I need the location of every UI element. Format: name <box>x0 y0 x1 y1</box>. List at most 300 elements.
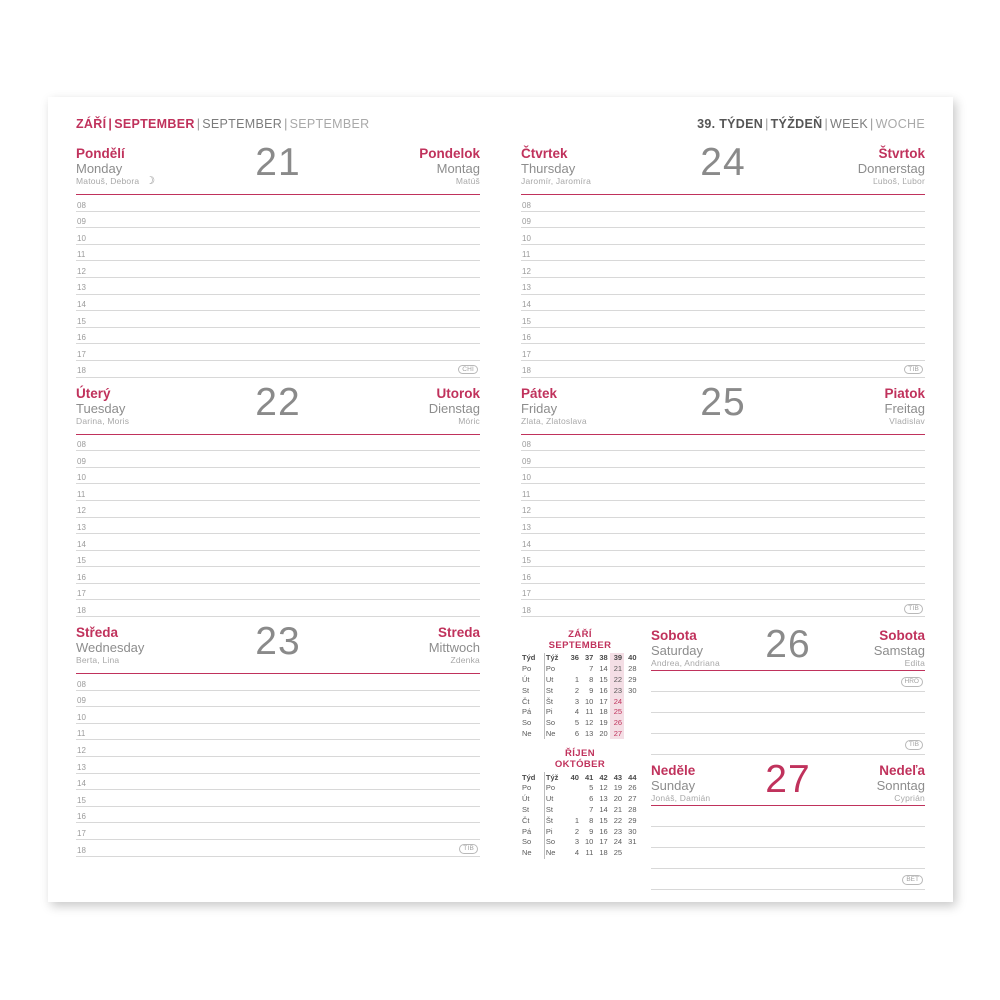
mini-day[interactable]: 1 <box>574 815 579 825</box>
note-line[interactable] <box>651 713 925 734</box>
note-line[interactable] <box>651 848 925 869</box>
hour-row[interactable] <box>76 584 480 601</box>
day-name-sk: Nedeľa <box>879 763 925 779</box>
mini-week-label-sk: Týž <box>544 653 566 664</box>
hour-row[interactable] <box>76 245 480 262</box>
hour-row[interactable] <box>76 484 480 501</box>
hour-label: 11 <box>77 729 86 739</box>
mini-daylabel-cz: Po <box>522 783 532 793</box>
note-line[interactable] <box>651 827 925 848</box>
mini-day[interactable]: 13 <box>599 794 608 804</box>
hour-label: 15 <box>77 795 86 805</box>
hour-row[interactable] <box>521 451 925 468</box>
hour-row[interactable] <box>76 361 480 378</box>
day-name-de: Montag <box>436 161 480 176</box>
mini-day[interactable]: 28 <box>628 664 637 674</box>
day-number: 23 <box>255 620 301 664</box>
hour-label: 12 <box>77 506 86 516</box>
mini-weeknum: 41 <box>585 772 594 782</box>
mini-weeknum-current: 39 <box>610 653 624 664</box>
note-line[interactable] <box>651 869 925 890</box>
mini-day-current[interactable]: 24 <box>610 696 624 707</box>
mini-day[interactable]: 16 <box>599 826 608 836</box>
day-header <box>521 141 925 193</box>
mini-daylabel-sk: Ut <box>544 675 566 686</box>
day-name-de: Freitag <box>884 400 925 416</box>
mini-day[interactable]: 23 <box>613 826 623 836</box>
hour-label: 17 <box>77 349 86 359</box>
mini-daylabel-sk: So <box>544 837 566 848</box>
hour-label: 17 <box>77 828 86 838</box>
hour-label: 11 <box>522 489 531 499</box>
hour-label: 09 <box>77 696 86 706</box>
mini-calendar-september <box>521 629 639 739</box>
hour-row[interactable] <box>521 328 925 345</box>
hour-label: 14 <box>77 539 86 549</box>
hour-label: 12 <box>77 266 86 276</box>
calendar-system-tag: TIB <box>905 740 923 750</box>
hour-row[interactable] <box>76 344 480 361</box>
calendar-system-tag: CHI <box>458 365 478 375</box>
hour-row[interactable] <box>76 551 480 568</box>
hour-row[interactable] <box>76 311 480 328</box>
hour-row[interactable] <box>76 278 480 295</box>
day-namedays-sk: Cyprián <box>894 793 925 804</box>
mini-day[interactable]: 31 <box>628 837 637 847</box>
mini-day-current[interactable]: 26 <box>610 718 624 729</box>
hour-label: 12 <box>77 745 86 755</box>
header-month-sk: SEPTEMBER <box>114 117 195 131</box>
mini-week-label-cz: Týd <box>522 653 536 663</box>
note-lines <box>651 671 925 755</box>
hour-row[interactable] <box>521 361 925 378</box>
day-name-de: Donnerstag <box>857 161 925 176</box>
hour-row[interactable] <box>76 328 480 345</box>
hour-label: 14 <box>77 779 86 789</box>
day-namedays-sk: Matúš <box>455 176 480 186</box>
hour-label: 08 <box>77 200 86 210</box>
hour-row[interactable] <box>521 261 925 278</box>
mini-day[interactable]: 4 <box>574 848 579 858</box>
hour-row[interactable] <box>76 468 480 485</box>
mini-day[interactable] <box>624 707 638 718</box>
day-block-tuesday <box>76 380 480 618</box>
mini-day[interactable]: 7 <box>589 664 594 674</box>
mini-daylabel-sk: Pi <box>544 707 566 718</box>
mini-daylabel-sk: Po <box>544 664 566 675</box>
hour-row[interactable] <box>76 518 480 535</box>
mini-day[interactable] <box>567 805 581 816</box>
day-block-thursday <box>521 141 925 378</box>
mini-daylabel-cz: Ne <box>522 848 532 858</box>
hour-label: 18 <box>77 845 86 855</box>
header-month-de: SEPTEMBER <box>289 117 370 131</box>
mini-day[interactable]: 15 <box>599 675 608 685</box>
day-name-en: Sunday <box>651 778 696 794</box>
hour-label: 11 <box>77 489 86 499</box>
calendar-system-tag: BET <box>902 875 923 885</box>
mini-row <box>521 675 639 686</box>
mini-day[interactable] <box>624 848 638 859</box>
day-name-sk: Piatok <box>884 385 925 401</box>
mini-daylabel-sk: So <box>544 718 566 729</box>
hour-label: 10 <box>77 473 86 483</box>
mini-daylabel-cz: St <box>522 805 530 815</box>
hour-label: 14 <box>77 300 86 310</box>
hour-row[interactable] <box>521 584 925 601</box>
mini-day-current-week[interactable]: 23 <box>610 685 624 696</box>
day-name-sk: Štvrtok <box>878 146 925 161</box>
mini-day[interactable]: 5 <box>574 718 579 728</box>
mini-weeknum: 40 <box>570 772 579 782</box>
mini-day[interactable]: 11 <box>585 848 594 858</box>
mini-row <box>521 805 639 816</box>
day-name-en: Monday <box>76 161 123 176</box>
calendar-system-tag: TIB <box>904 604 923 614</box>
hour-row[interactable] <box>76 534 480 551</box>
hour-row[interactable] <box>76 823 480 840</box>
day-name-sk: Streda <box>437 625 480 641</box>
day-namedays-cz: Darina, Moris <box>76 415 130 426</box>
day-block-wednesday <box>76 620 480 857</box>
hour-row[interactable] <box>521 518 925 535</box>
mini-calendars <box>521 629 651 890</box>
hour-row[interactable] <box>521 435 925 452</box>
hour-row[interactable] <box>76 228 480 245</box>
hour-row[interactable] <box>521 501 925 518</box>
hour-row[interactable] <box>76 600 480 617</box>
mini-day[interactable]: 12 <box>599 783 608 793</box>
hour-row[interactable] <box>76 567 480 584</box>
hour-row[interactable] <box>521 468 925 485</box>
mini-month-cz: ŘÍJEN <box>565 748 595 760</box>
hour-label: 18 <box>522 605 531 615</box>
mini-day[interactable]: 14 <box>599 805 608 815</box>
mini-day[interactable]: 21 <box>613 805 623 815</box>
mini-day[interactable]: 8 <box>589 675 594 685</box>
mini-day[interactable]: 20 <box>599 728 608 738</box>
hour-row[interactable] <box>521 600 925 617</box>
mini-day[interactable]: 29 <box>628 815 637 825</box>
hour-row[interactable] <box>76 790 480 807</box>
day-header <box>76 620 480 672</box>
note-line[interactable] <box>651 806 925 827</box>
mini-daylabel-sk: Ne <box>544 729 566 740</box>
mini-daylabel-cz: Út <box>522 794 530 804</box>
hour-label: 08 <box>522 200 531 210</box>
mini-day[interactable]: 28 <box>628 805 637 815</box>
hour-label: 15 <box>522 556 531 566</box>
mini-daylabel-cz: Čt <box>522 696 530 706</box>
hour-label: 14 <box>522 300 531 310</box>
hour-label: 18 <box>77 605 86 615</box>
hour-row[interactable] <box>521 295 925 312</box>
day-block-monday <box>76 141 480 378</box>
mini-row <box>521 826 639 837</box>
day-name-sk: Pondelok <box>419 146 480 161</box>
day-name-en: Tuesday <box>76 400 126 416</box>
header-week-group: 39. TÝDEN | TÝŽDEŇ | WEEK | WOCHE <box>697 117 925 131</box>
mini-day[interactable]: 16 <box>599 685 608 695</box>
hour-label: 16 <box>522 572 531 582</box>
hour-label: 15 <box>77 316 86 326</box>
hour-row[interactable] <box>76 451 480 468</box>
mini-day[interactable]: 2 <box>574 826 579 836</box>
mini-day[interactable]: 30 <box>628 685 637 695</box>
mini-daylabel-sk: Po <box>544 783 566 794</box>
mini-daylabel-sk: Št <box>544 815 566 826</box>
mini-day[interactable]: 2 <box>574 685 579 695</box>
mini-day[interactable]: 12 <box>585 718 594 728</box>
mini-day[interactable]: 3 <box>574 696 579 706</box>
mini-daylabel-cz: So <box>522 718 532 728</box>
hour-label: 11 <box>522 250 531 260</box>
mini-daylabel-sk: St <box>544 805 566 816</box>
mini-day[interactable] <box>567 664 581 675</box>
hour-lines <box>521 435 925 618</box>
hour-row[interactable] <box>76 807 480 824</box>
mini-month-sk: SEPTEMBER <box>548 640 612 652</box>
mini-day-current-week[interactable]: 21 <box>610 664 624 675</box>
mini-day[interactable]: 22 <box>613 815 623 825</box>
day-number: 21 <box>255 141 301 184</box>
day-name-sk: Utorok <box>436 385 480 401</box>
hour-label: 10 <box>77 233 86 243</box>
mini-row <box>521 707 639 718</box>
day-block-sunday <box>651 758 925 890</box>
hour-row[interactable] <box>521 551 925 568</box>
mini-day[interactable]: 4 <box>574 707 579 717</box>
mini-weeknum: 38 <box>599 653 608 663</box>
mini-day[interactable]: 20 <box>613 794 623 804</box>
mini-day[interactable] <box>624 718 638 729</box>
hour-label: 08 <box>77 679 86 689</box>
mini-day[interactable]: 6 <box>589 794 594 804</box>
mini-day[interactable]: 9 <box>589 685 594 695</box>
hour-label: 16 <box>522 333 531 343</box>
day-name-cz: Úterý <box>76 385 111 401</box>
hour-lines <box>76 195 480 378</box>
day-namedays-cz: Andrea, Andriana <box>651 658 720 669</box>
day-name-cz: Čtvrtek <box>521 146 568 161</box>
hour-row[interactable] <box>76 757 480 774</box>
hour-row[interactable] <box>76 435 480 452</box>
hour-row[interactable] <box>76 195 480 212</box>
mini-row <box>521 729 639 740</box>
day-name-cz: Sobota <box>651 628 697 644</box>
note-line[interactable] <box>651 692 925 713</box>
hour-label: 13 <box>77 283 86 293</box>
mini-calendar-october <box>521 748 639 858</box>
hour-label: 09 <box>77 456 86 466</box>
day-header <box>521 380 925 433</box>
hour-row[interactable] <box>521 245 925 262</box>
header-week-sk: TÝŽDEŇ <box>770 117 823 131</box>
day-name-sk: Sobota <box>879 628 925 644</box>
hour-row[interactable] <box>521 311 925 328</box>
hour-label: 13 <box>522 523 531 532</box>
mini-row <box>521 815 639 826</box>
day-names-right <box>877 764 925 804</box>
mini-day-current[interactable]: 25 <box>610 707 624 718</box>
note-line[interactable] <box>651 671 925 692</box>
mini-daylabel-cz: Pá <box>522 826 532 836</box>
mini-day[interactable]: 11 <box>585 707 594 717</box>
mini-day[interactable]: 19 <box>613 783 623 793</box>
left-column <box>76 141 480 890</box>
mini-weeknum: 42 <box>599 772 608 782</box>
mini-row <box>521 664 639 675</box>
mini-row <box>521 783 639 794</box>
mini-day[interactable]: 14 <box>599 664 608 674</box>
mini-daylabel-sk: Ut <box>544 794 566 805</box>
hour-row[interactable] <box>521 228 925 245</box>
hour-row[interactable] <box>76 691 480 708</box>
mini-day[interactable]: 8 <box>589 815 594 825</box>
weekend-days <box>651 623 925 890</box>
namedays-cz-text: Matouš, Debora <box>76 176 140 186</box>
day-number: 27 <box>765 758 811 802</box>
mini-day[interactable]: 26 <box>628 783 637 793</box>
mini-day[interactable]: 27 <box>628 794 637 804</box>
mini-daylabel-cz: Po <box>522 664 532 674</box>
hour-label: 13 <box>522 283 531 293</box>
day-name-de: Dienstag <box>428 400 480 416</box>
mini-weeknum: 43 <box>613 772 623 782</box>
mini-day[interactable]: 3 <box>574 837 579 847</box>
mini-day[interactable]: 30 <box>628 826 637 836</box>
mini-day[interactable]: 10 <box>585 837 594 847</box>
mini-day[interactable]: 7 <box>589 805 594 815</box>
hour-label: 11 <box>77 250 86 260</box>
mini-row <box>521 794 639 805</box>
hour-label: 08 <box>77 440 86 450</box>
mini-day[interactable]: 17 <box>599 696 608 706</box>
day-namedays-sk: Edita <box>904 658 925 669</box>
day-name-en: Friday <box>521 400 558 416</box>
mini-day[interactable] <box>567 794 581 805</box>
mini-weeknum: 40 <box>628 653 637 663</box>
hour-row[interactable] <box>521 567 925 584</box>
mini-daylabel-cz: Čt <box>522 815 530 825</box>
mini-day[interactable]: 29 <box>628 675 637 685</box>
mini-month-sk: OKTÓBER <box>554 759 606 771</box>
hour-label: 16 <box>77 333 86 343</box>
mini-weeknum: 44 <box>628 772 637 782</box>
mini-daylabel-sk: Pi <box>544 826 566 837</box>
hour-lines <box>76 674 480 857</box>
note-lines <box>651 806 925 890</box>
mini-weeknum: 36 <box>570 653 579 663</box>
day-name-cz: Pátek <box>521 385 558 401</box>
hour-row[interactable] <box>76 501 480 518</box>
hour-row[interactable] <box>521 344 925 361</box>
mini-day[interactable]: 25 <box>613 848 623 858</box>
mini-day[interactable]: 15 <box>599 815 608 825</box>
hour-row[interactable] <box>521 278 925 295</box>
day-name-de: Sonntag <box>876 778 925 794</box>
day-names-right <box>429 626 480 666</box>
header-month-cz: ZÁŘÍ <box>76 117 107 131</box>
mini-day[interactable]: 13 <box>585 728 594 738</box>
day-namedays-cz: Berta, Lina <box>76 655 120 666</box>
right-column <box>521 141 925 890</box>
hour-row[interactable] <box>76 774 480 791</box>
mini-day-current[interactable]: 27 <box>610 729 624 740</box>
hour-label: 09 <box>522 456 531 466</box>
mini-day[interactable]: 6 <box>574 728 579 738</box>
mini-day[interactable]: 9 <box>589 826 594 836</box>
hour-row[interactable] <box>76 707 480 724</box>
mini-day[interactable]: 24 <box>613 837 623 847</box>
day-name-en: Wednesday <box>76 640 145 656</box>
day-namedays-sk: Móric <box>458 415 480 426</box>
day-name-de: Mittwoch <box>428 640 480 656</box>
mini-daylabel-cz: Út <box>522 675 530 685</box>
day-namedays-sk: Ľuboš, Ľubor <box>872 176 925 186</box>
day-name-cz: Nedĕle <box>651 763 696 779</box>
hour-row[interactable] <box>76 740 480 757</box>
day-block-friday <box>521 380 925 618</box>
hour-row[interactable] <box>76 674 480 691</box>
hour-row[interactable] <box>76 840 480 857</box>
column-gap <box>480 147 521 890</box>
mini-day[interactable]: 17 <box>599 837 608 847</box>
hour-label: 15 <box>77 556 86 566</box>
mini-day[interactable]: 5 <box>589 783 594 793</box>
mini-day[interactable]: 10 <box>585 696 594 706</box>
hour-row[interactable] <box>521 484 925 501</box>
day-namedays-sk: Zdenka <box>450 655 480 666</box>
hour-row[interactable] <box>76 295 480 312</box>
note-line[interactable] <box>651 734 925 755</box>
header-week-en: WEEK <box>830 117 869 131</box>
mini-day[interactable] <box>567 783 581 794</box>
hour-label: 10 <box>522 473 531 483</box>
hour-label: 10 <box>77 712 86 722</box>
day-name-cz: Pondělí <box>76 146 125 161</box>
hour-label: 13 <box>77 762 86 772</box>
hour-row[interactable] <box>76 261 480 278</box>
hour-row[interactable] <box>521 534 925 551</box>
mini-day[interactable]: 1 <box>574 675 579 685</box>
hour-label: 18 <box>522 366 531 376</box>
hour-label: 15 <box>522 316 531 326</box>
hour-label: 17 <box>522 349 531 359</box>
mini-day[interactable] <box>624 729 638 740</box>
hour-row[interactable] <box>521 195 925 212</box>
mini-day[interactable]: 18 <box>599 707 608 717</box>
mini-day[interactable]: 19 <box>599 718 608 728</box>
hour-row[interactable] <box>76 724 480 741</box>
mini-title <box>521 629 639 651</box>
hour-row[interactable] <box>76 212 480 229</box>
mini-day-current-week[interactable]: 22 <box>610 675 624 686</box>
mini-week-label-sk: Týž <box>544 772 566 783</box>
mini-day[interactable] <box>624 696 638 707</box>
mini-row <box>521 718 639 729</box>
mini-title <box>521 748 639 770</box>
hour-label: 12 <box>522 506 531 516</box>
day-number: 26 <box>765 623 811 667</box>
day-number: 24 <box>700 141 746 184</box>
day-namedays-sk: Vladislav <box>889 415 925 426</box>
mini-daylabel-cz: Ne <box>522 728 532 738</box>
hour-row[interactable] <box>521 212 925 229</box>
mini-daylabel-sk: Št <box>544 696 566 707</box>
mini-table <box>521 653 639 739</box>
mini-day[interactable]: 18 <box>599 848 608 858</box>
